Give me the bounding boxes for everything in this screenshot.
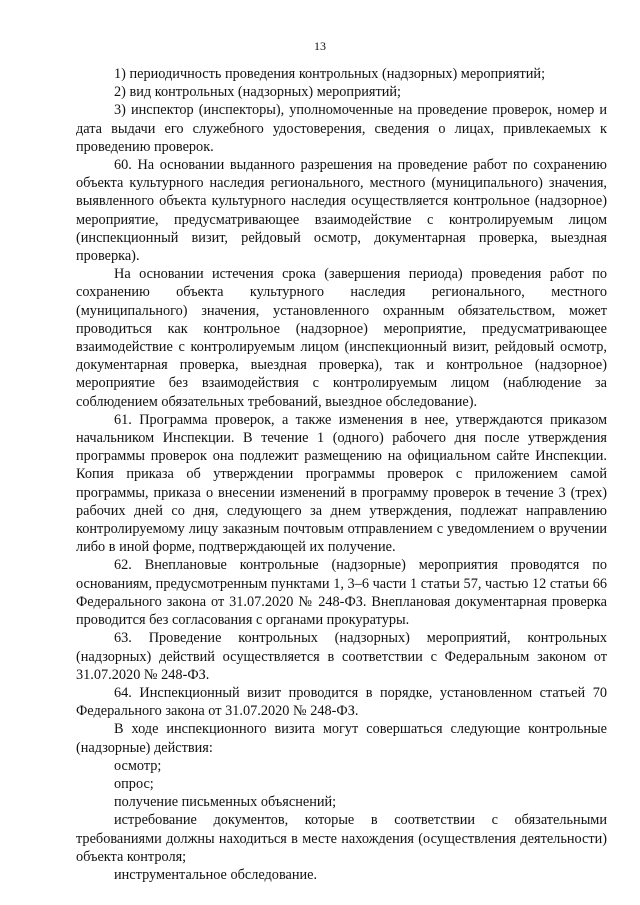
- list-item: инструментальное обследование.: [114, 866, 318, 883]
- paragraph: 1) периодичность проведения контрольных (надзорных) мероприятий;: [114, 66, 546, 82]
- list-item: истребование документов, которые в соответствии с обязательными требованиями должны находиться в месте нахождения (осуществления деятельности) объекта контроля;: [76, 812, 607, 865]
- paragraph: В ходе инспекционного визита могут совершаться следующие контрольные (надзорные) действия:: [76, 721, 607, 756]
- list-item: получение письменных объяснений;: [114, 794, 337, 811]
- page-number: 13: [314, 39, 326, 53]
- paragraph: 2) вид контрольных (надзорных) мероприятий;: [114, 84, 401, 101]
- list-item: осмотр;: [114, 757, 162, 774]
- paragraph: 63. Проведение контрольных (надзорных) мероприятий, контрольных (надзорных) действий осуществляется в соответствии с Федеральным законом от 31.07.2020 № 248-ФЗ.: [76, 630, 607, 683]
- list-item: опрос;: [114, 775, 154, 792]
- paragraph: 64. Инспекционный визит проводится в порядке, установленном статьей 70 Федерального закона от 31.07.2020 № 248-ФЗ.: [76, 684, 607, 720]
- paragraph: 60. На основании выданного разрешения на проведение работ по сохранению объекта культурного наследия регионального, местного (муниципального) значения, выявленного объекта культурного наследия осуществляется контрольное (надзорное) мероприятие, предусматривающее взаимодействие с контролируемым лицом (инспекционный визит, рейдовый осмотр, документарная проверка, выездная проверка).: [76, 157, 607, 265]
- paragraph: 62. Внеплановые контрольные (надзорные) мероприятия проводятся по основаниям, предусмотренным пунктами 1, 3–6 части 1 статьи 57, частью 12 статьи 66 Федерального закона от 31.07.2020 № 248-ФЗ. Внеплановая документарная проверка проводится без согласования с органами прокуратуры.: [76, 557, 607, 629]
- paragraph: На основании истечения срока (завершения периода) проведения работ по сохранению объекта культурного наследия регионального, местного (муниципального) значения, установленного охранным обязательством, может проводиться как контрольное (надзорное) мероприятие, предусматривающее взаимодействие с контролируемым лицом (инспекционный визит, рейдовый осмотр, документарная проверка, выездная проверка), так и контрольное (надзорное) мероприятие без взаимодействия с контролируемым лицом (наблюдение за соблюдением обязательных требований, выездное обследование).: [76, 266, 607, 410]
- document-body: [76, 65, 607, 884]
- paragraph: 3) инспектор (инспекторы), уполномоченные на проведение проверок, номер и дата выдачи его служебного удостоверения, сведения о лицах, привлекаемых к проведению проверок.: [76, 102, 607, 155]
- paragraph: 61. Программа проверок, а также изменения в нее, утверждаются приказом начальником Инспекции. В течение 1 (одного) рабочего дня после утверждения программы проверок она подлежит размещению на официальном сайте Инспекции. Копия приказа об утверждении программы проверок с приложением самой программы, приказа о внесении изменений в программу проверок в течение 3 (трех) рабочих дней со дня, следующего за днем утверждения, подлежат направлению контролируемому лицу заказным почтовым отправлением с уведомлением о вручении либо в иной форме, подтверждающей их получение.: [76, 411, 607, 556]
